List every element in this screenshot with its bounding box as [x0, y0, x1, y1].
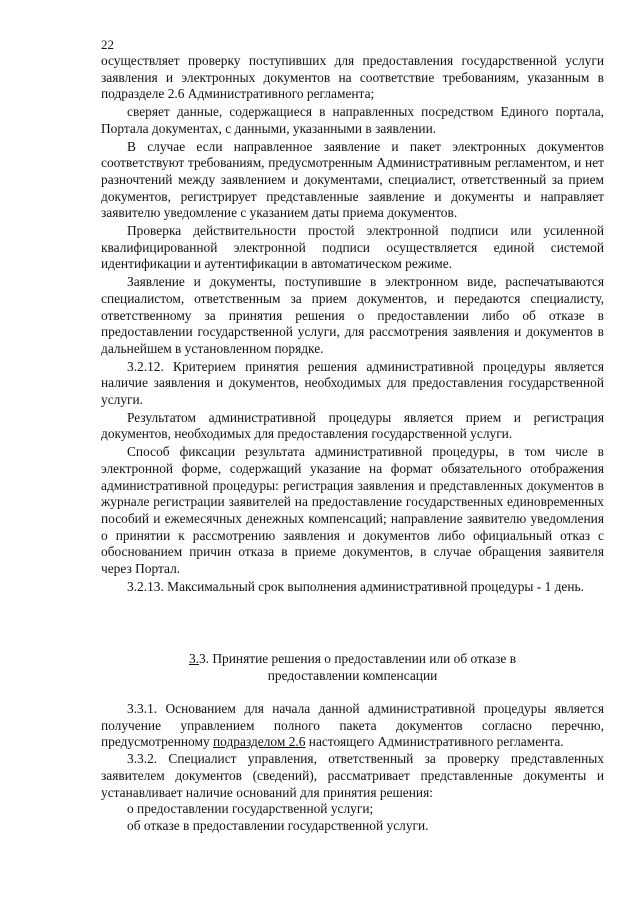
paragraph: Результатом административной процедуры является прием и регистрация документов, необходимых для предоставления государственной услуги.: [101, 409, 604, 442]
section-heading-line1: [101, 651, 604, 668]
body-text-upper: [101, 53, 604, 596]
paragraph: сверяет данные, содержащиеся в направленных посредством Единого портала, Портала документах, с данными, указанными в заявлении.: [101, 104, 604, 136]
section-heading: [101, 651, 604, 684]
paragraph-start: 3.3.1. Основанием для начала данной административной процедуры является получение управлением полного пакета документов согласно перечню, предусмотренному: [101, 701, 604, 750]
section-number-underlined: 3.: [188, 651, 199, 666]
paragraph: Способ фиксации результата административной процедуры, в том числе в электронной форме, содержащий указание на формат обязательного отображения административной процедуры: регистрация заявления и представленных документов в журнале регистрации заявителей на предоставление государственных единовременных пособий и ежемесячных денежных компенсаций; направление заявителю уведомления о принятии к рассмотрению заявления и документов либо официальный отказ с обоснованием причин отказа в приеме документов, в случае обращения заявителя через Портал.: [101, 444, 604, 577]
paragraph: В случае если направленное заявление и пакет электронных документов соответствуют требованиям, предусмотренным Административным регламентом, и нет разночтений между заявлением и документами, специалист, ответственный за прием документов, регистрирует представленные заявление и документы и направляет заявителю уведомление с указанием даты приема документов.: [101, 138, 604, 221]
section-heading-line2: предоставлении компенсации: [267, 667, 438, 683]
paragraph: 3.2.13. Максимальный срок выполнения административной процедуры - 1 день.: [127, 578, 584, 594]
paragraph: Проверка действительности простой электронной подписи или усиленной квалифицированной электронной подписи осуществляется единой системой идентификации и аутентификации в автоматическом режиме.: [101, 223, 604, 272]
body-text-lower: [101, 701, 604, 835]
paragraph: [101, 701, 604, 751]
list-item: об отказе в предоставлении государственной услуги.: [127, 817, 429, 833]
paragraph: 3.2.12. Критерием принятия решения административной процедуры является наличие заявления и документов, необходимых для предоставления государственной услуги.: [101, 358, 604, 408]
subsection-link: подразделом 2.6: [213, 734, 306, 750]
list-item: о предоставлении государственной услуги;: [127, 801, 374, 817]
section-heading-title: 3. Принятие решения о предоставлении или об отказе в: [198, 651, 517, 666]
paragraph: 3.3.2. Специалист управления, ответственный за проверку представленных заявителем документов (сведений), рассматривает представленные документы и устанавливает наличие оснований для принятия решения:: [101, 751, 604, 800]
paragraph: осуществляет проверку поступивших для предоставления государственной услуги заявления и электронных документов на соответствие требованиям, указанным в подразделе 2.6 Административного регламента;: [101, 53, 604, 102]
paragraph: Заявление и документы, поступившие в электронном виде, распечатываются специалистом, ответственным за прием документов, и передаются специалисту, ответственному за принятия решения о предоставлении либо об отказе в предоставлении государственной услуги, для рассмотрения заявления и документов в дальнейшем в установленном порядке.: [101, 274, 604, 356]
page-number: 22: [101, 37, 114, 52]
paragraph-end: настоящего Административного регламента.: [305, 734, 564, 750]
